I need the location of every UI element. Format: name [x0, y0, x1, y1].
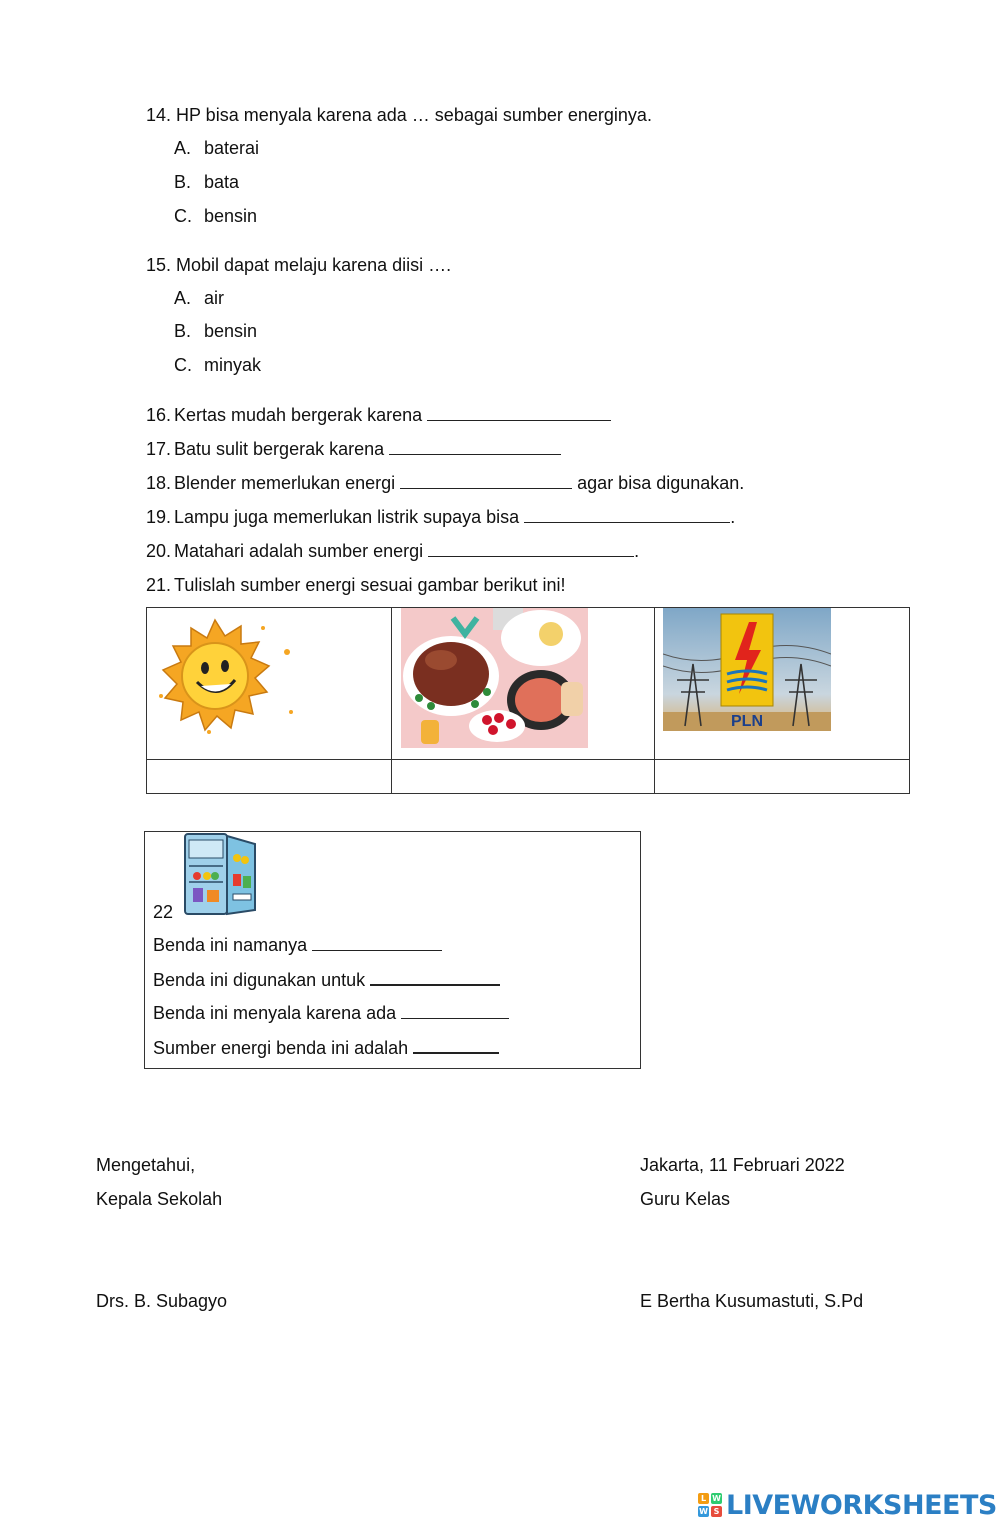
question-text: Kertas mudah bergerak karena [174, 405, 423, 425]
question-text: Batu sulit bergerak karena [174, 439, 385, 459]
question-19 [146, 506, 735, 528]
liveworksheets-logo [698, 1490, 997, 1520]
answer-blank[interactable] [524, 506, 730, 523]
q22-line-text: Benda ini menyala karena ada [153, 1003, 397, 1023]
food-image [401, 608, 588, 748]
option-text: baterai [204, 138, 260, 158]
question-text-after: . [634, 541, 640, 561]
question-16 [146, 404, 611, 426]
q22-line-text: Benda ini digunakan untuk [153, 970, 366, 990]
q22-line-3 [153, 1002, 509, 1024]
mark-letter: S [711, 1506, 722, 1517]
question-22-box [144, 831, 641, 1069]
option-letter: B. [174, 172, 192, 192]
question-text-after: . [730, 507, 736, 527]
question-number: 19. [146, 507, 172, 527]
question-text: Lampu juga memerlukan listrik supaya bisa [174, 507, 520, 527]
q22-line-2 [153, 968, 500, 991]
option-15a [174, 287, 224, 309]
answer-blank[interactable] [400, 472, 572, 489]
question-number: 16. [146, 405, 172, 425]
sun-image [153, 614, 293, 740]
question-number: 21. [146, 575, 172, 595]
question-number: 18. [146, 473, 172, 493]
sign-left-line1: Mengetahui, [96, 1155, 196, 1175]
sign-left-line2: Kepala Sekolah [96, 1189, 223, 1209]
answer-cell-2[interactable] [392, 760, 654, 794]
answer-blank[interactable] [312, 934, 442, 951]
answer-blank[interactable] [401, 1002, 509, 1019]
question-text: Tulislah sumber energi sesuai gambar berikut ini! [174, 575, 566, 595]
pln-logo-text: PLN [731, 713, 763, 730]
question-text: HP bisa menyala karena ada … sebagai sumber energinya. [176, 105, 652, 125]
q22-line-1 [153, 934, 442, 956]
question-text-after: agar bisa digunakan. [577, 473, 745, 493]
option-14b [174, 171, 239, 193]
option-15c [174, 354, 261, 376]
answer-blank[interactable] [427, 404, 611, 421]
option-letter: B. [174, 321, 192, 341]
question-14 [146, 104, 652, 126]
option-letter: C. [174, 355, 192, 375]
mark-letter: L [698, 1493, 709, 1504]
q22-line-text: Benda ini namanya [153, 935, 308, 955]
answer-blank[interactable] [370, 968, 500, 986]
question-22-number: 22 [153, 902, 174, 922]
sign-right-line1: Jakarta, 11 Februari 2022 [640, 1155, 845, 1175]
question-number: 17. [146, 439, 172, 459]
brand-name: LIVEWORKSHEETS [726, 1489, 997, 1521]
question-17 [146, 438, 561, 460]
option-letter: A. [174, 288, 192, 308]
answer-cell-1[interactable] [147, 760, 391, 794]
question-18 [146, 472, 744, 494]
refrigerator-image [181, 830, 259, 920]
answer-cell-3[interactable] [655, 760, 909, 794]
question-number: 14. [146, 105, 172, 125]
pln-power-image [663, 608, 831, 731]
question-text: Blender memerlukan energi [174, 473, 396, 493]
option-14c [174, 205, 257, 227]
sign-left-name: Drs. B. Subagyo [96, 1291, 228, 1311]
question-15 [146, 254, 451, 276]
option-15b [174, 320, 257, 342]
liveworksheets-mark-icon [698, 1493, 722, 1517]
option-letter: A. [174, 138, 192, 158]
image-table [146, 607, 910, 794]
option-text: bata [204, 172, 240, 192]
answer-blank[interactable] [428, 540, 634, 557]
option-text: bensin [204, 321, 258, 341]
mark-letter: W [712, 1494, 721, 1503]
mark-letter: W [699, 1507, 708, 1516]
option-text: minyak [204, 355, 262, 375]
sign-right-name: E Bertha Kusumastuti, S.Pd [640, 1291, 864, 1311]
option-14a [174, 137, 259, 159]
question-text: Mobil dapat melaju karena diisi …. [176, 255, 452, 275]
option-text: bensin [204, 206, 258, 226]
answer-blank[interactable] [413, 1036, 499, 1054]
answer-blank[interactable] [389, 438, 561, 455]
q22-line-4 [153, 1036, 499, 1059]
question-20 [146, 540, 639, 562]
question-number: 15. [146, 255, 172, 275]
question-number: 20. [146, 541, 172, 561]
option-letter: C. [174, 206, 192, 226]
option-text: air [204, 288, 225, 308]
q22-line-text: Sumber energi benda ini adalah [153, 1038, 409, 1058]
question-21 [146, 574, 566, 596]
sign-right-line2: Guru Kelas [640, 1189, 731, 1209]
question-text: Matahari adalah sumber energi [174, 541, 424, 561]
